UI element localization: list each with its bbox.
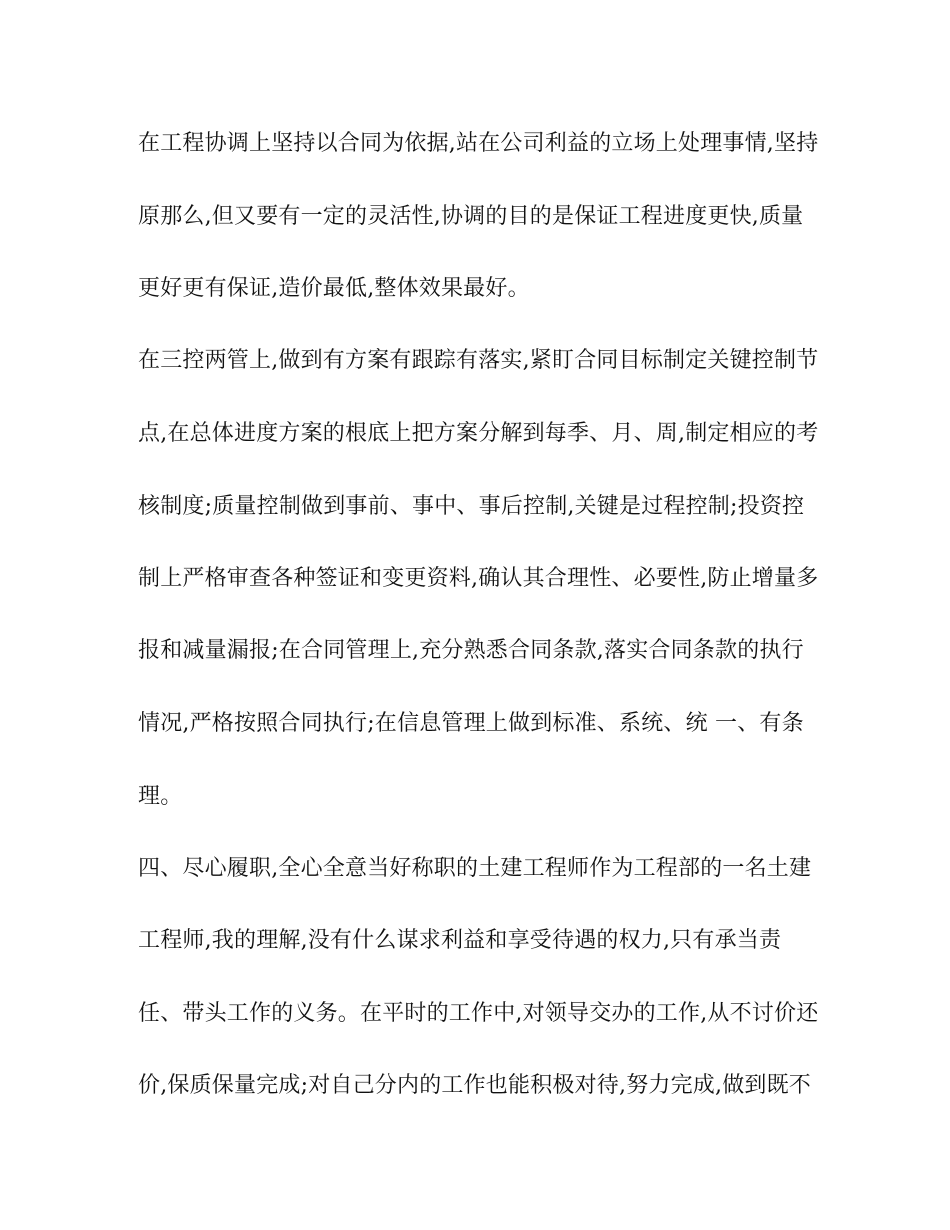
text-line: 在工程协调上坚持以合同为依据,站在公司利益的立场上处理事情,坚持 bbox=[138, 131, 819, 156]
text-line: 原那么,但又要有一定的灵活性,协调的目的是保证工程进度更快,质量 bbox=[138, 204, 804, 229]
text-line: 理。 bbox=[138, 784, 183, 809]
text-line: 报和减量漏报;在合同管理上,充分熟悉合同条款,落实合同条款的执行 bbox=[138, 638, 804, 663]
text-line: 价,保质保量完成;对自己分内的工作也能积极对待,努力完成,做到既不 bbox=[138, 1073, 811, 1098]
text-line: 更好更有保证,造价最低,整体效果最好。 bbox=[138, 276, 530, 301]
text-line: 在三控两管上,做到有方案有跟踪有落实,紧盯合同目标制定关键控制节 bbox=[138, 348, 819, 373]
text-line: 任、带头工作的义务。在平时的工作中,对领导交办的工作,从不讨价还 bbox=[138, 1001, 819, 1026]
text-line: 点,在总体进度方案的根底上把方案分解到每季、月、周,制定相应的考 bbox=[138, 421, 819, 446]
text-line: 工程师,我的理解,没有什么谋求利益和享受待遇的权力,只有承当责 bbox=[138, 928, 782, 953]
text-line: 制上严格审查各种签证和变更资料,确认其合理性、必要性,防止增量多 bbox=[138, 566, 819, 591]
text-line: 核制度;质量控制做到事前、事中、事后控制,关键是过程控制;投资控 bbox=[138, 494, 805, 519]
text-line: 四、尽心履职,全心全意当好称职的土建工程师作为工程部的一名土建 bbox=[138, 856, 812, 881]
text-line: 情况,严格按照合同执行;在信息管理上做到标准、系统、统 一、有条 bbox=[138, 711, 804, 736]
